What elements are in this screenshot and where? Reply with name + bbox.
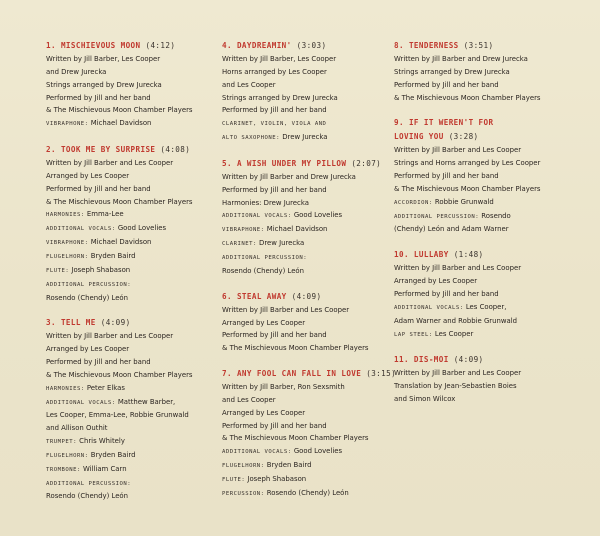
track-duration: (3:28) <box>448 132 479 142</box>
credit-line: Performed by Jill and her band <box>222 185 327 194</box>
credit-line: & The Mischievous Moon Chamber Players <box>46 106 193 115</box>
credit-line: Arranged by Les Cooper <box>222 408 306 417</box>
musician-credit <box>46 396 214 410</box>
credit-line: Horns arranged by Les Cooper <box>222 67 327 76</box>
credit-name: Peter Elkas <box>86 383 125 392</box>
credit-role: TROMBONE: <box>46 466 81 473</box>
track-5 <box>222 157 390 278</box>
credit-role: ADDITIONAL PERCUSSION: <box>222 254 308 261</box>
track-duration: (3:51) <box>463 41 494 50</box>
credit-role: FLUGELHORN: <box>46 452 89 459</box>
track-title: A WISH UNDER MY PILLOW <box>236 158 347 168</box>
track-number: 8. <box>394 41 404 50</box>
credit-role: ADDITIONAL PERCUSSION: <box>46 281 132 288</box>
credit-name: Les Cooper, <box>465 302 507 311</box>
credit-line: Written by Jill Barber and Drew Jurecka <box>394 55 528 63</box>
musician-credit <box>222 251 390 265</box>
credit-name: Rosendo <box>481 211 511 220</box>
credit-line: Translation by Jean-Sebastien Boies <box>394 382 517 391</box>
credit-role: ADDITIONAL VOCALS: <box>46 226 116 233</box>
musician-credit <box>222 459 390 473</box>
track-number: 11. <box>394 355 409 365</box>
credit-name: Robbie Grunwald <box>434 197 494 206</box>
credit-line: Strings and Horns arranged by Les Cooper <box>394 159 541 168</box>
track-title-line <box>394 116 594 129</box>
track-6 <box>222 290 390 355</box>
track-title: DAYDREAMIN' <box>236 41 292 50</box>
credit-role: FLUGELHORN: <box>222 463 265 470</box>
credit-name: Chris Whitely <box>79 437 125 446</box>
musician-credit <box>46 250 214 264</box>
credit-line: Performed by Jill and her band <box>46 358 151 367</box>
track-duration: (4:08) <box>160 145 191 155</box>
track-title: MISCHIEVOUS MOON <box>60 41 141 50</box>
credit-name: Joseph Shabason <box>71 265 131 274</box>
track-number: 3. <box>46 318 56 328</box>
credit-role: FLUTE: <box>222 476 246 483</box>
credit-name: Bryden Baird <box>266 461 312 470</box>
credit-line: Arranged by Les Cooper <box>46 345 130 354</box>
credit-line: & The Mischievous Moon Chamber Players <box>46 370 193 379</box>
credit-name: Michael Davidson <box>90 238 152 247</box>
credit-name: Good Lovelies <box>293 447 343 456</box>
track-number: 6. <box>222 291 232 301</box>
track-number: 2. <box>46 145 56 155</box>
track-duration: (2:07) <box>351 158 382 168</box>
track-duration: (3:15) <box>366 369 397 379</box>
track-title: IF IT WEREN'T FOR <box>408 118 494 128</box>
track-number: 10. <box>394 250 409 260</box>
track-title: LULLABY <box>413 250 449 260</box>
credit-line: Written by Jill Barber and Les Cooper <box>394 146 522 155</box>
column-1 <box>46 39 214 515</box>
track-4 <box>222 39 390 145</box>
track-number: 7. <box>222 369 232 379</box>
credit-name: Les Cooper <box>434 329 474 338</box>
musician-credit <box>46 222 214 236</box>
musician-credit <box>394 210 594 224</box>
credit-name: Bryden Baird <box>90 450 136 459</box>
credit-role: ALTO SAXOPHONE: <box>222 135 281 142</box>
credit-line: Performed by Jill and her band <box>222 421 327 430</box>
credit-line: Written by Jill Barber and Drew Jurecka <box>222 172 356 181</box>
musician-credit <box>46 264 214 278</box>
credit-role: HARMONIES: <box>46 212 85 219</box>
track-1 <box>46 39 214 131</box>
credit-line: & The Mischievous Moon Chamber Players <box>222 434 369 443</box>
musician-credit <box>46 382 214 396</box>
credit-line: Rosendo (Chendy) León <box>46 492 129 501</box>
track-10 <box>394 248 594 341</box>
credit-name: William Carn <box>83 464 127 473</box>
musician-credit <box>222 131 390 145</box>
track-title: TOOK ME BY SURPRISE <box>60 145 156 155</box>
track-number: 9. <box>394 118 404 128</box>
credit-line: & The Mischievous Moon Chamber Players <box>222 344 369 353</box>
track-title: ANY FOOL CAN FALL IN LOVE <box>236 369 362 379</box>
credit-line: Written by Jill Barber and Les Cooper <box>46 159 174 168</box>
track-title-line <box>394 130 594 143</box>
credit-role: ADDITIONAL VOCALS: <box>222 213 292 220</box>
track-8 <box>394 39 594 104</box>
credit-line: Performed by Jill and her band <box>394 172 499 181</box>
track-duration: (3:03) <box>296 41 327 50</box>
credit-role: TRUMPET: <box>46 439 77 446</box>
track-2 <box>46 143 214 304</box>
track-11 <box>394 353 594 406</box>
credit-name: Emma-Lee <box>86 210 124 219</box>
track-title: DIS-MOI <box>413 355 449 365</box>
musician-credit <box>394 196 594 210</box>
musician-credit <box>46 236 214 250</box>
track-title: TELL ME <box>60 318 96 328</box>
credit-name: Drew Jurecka <box>282 133 328 142</box>
credit-line: Strings arranged by Drew Jurecka <box>394 67 510 76</box>
credit-role: CLARINET: <box>222 241 257 248</box>
credit-line: and Les Cooper <box>222 80 276 89</box>
credit-role: FLUGELHORN: <box>46 253 89 260</box>
track-title: STEAL AWAY <box>236 291 287 301</box>
track-number: 5. <box>222 158 232 168</box>
credit-line: Rosendo (Chendy) León <box>46 293 129 302</box>
musician-credit <box>222 117 390 131</box>
credit-line: Written by Jill Barber, Ron Sexsmith <box>222 383 345 392</box>
credit-line: Adam Warner and Robbie Grunwald <box>394 316 518 325</box>
track-title-line <box>222 157 390 170</box>
credit-role: ADDITIONAL VOCALS: <box>394 304 464 311</box>
credit-role: ADDITIONAL PERCUSSION: <box>46 480 132 487</box>
credit-role: ADDITIONAL VOCALS: <box>46 399 116 406</box>
credit-line: Written by Jill Barber and Les Cooper <box>394 369 522 378</box>
credit-line: Written by Jill Barber and Les Cooper <box>222 305 350 314</box>
credit-name: Rosendo (Chendy) León <box>266 488 349 497</box>
credit-line: & The Mischievous Moon Chamber Players <box>394 93 541 102</box>
musician-credit <box>222 223 390 237</box>
credit-role: CLARINET, VIOLIN, VIOLA AND <box>222 121 327 128</box>
credit-line: and Simon Wilcox <box>394 395 456 404</box>
credit-role: LAP STEEL: <box>394 331 433 338</box>
credit-line: (Chendy) León and Adam Warner <box>394 225 509 234</box>
column-3 <box>394 39 594 418</box>
track-title-line <box>46 316 214 329</box>
musician-credit <box>46 435 214 449</box>
credit-line: Performed by Jill and her band <box>394 80 499 89</box>
credit-line: Arranged by Les Cooper <box>46 171 130 180</box>
credit-line: Rosendo (Chendy) León <box>222 266 305 275</box>
credit-role: VIBRAPHONE: <box>46 240 89 247</box>
musician-credit <box>46 208 214 222</box>
musician-credit <box>222 209 390 223</box>
credit-name: Bryden Baird <box>90 251 136 260</box>
credit-name: Good Lovelies <box>117 224 167 233</box>
credit-line: and Drew Jurecka <box>46 67 107 76</box>
credit-line: Written by Jill Barber, Les Cooper <box>222 55 337 63</box>
musician-credit <box>46 449 214 463</box>
track-duration: (4:09) <box>453 355 484 365</box>
credit-line: Arranged by Les Cooper <box>394 277 478 286</box>
credit-role: ADDITIONAL PERCUSSION: <box>394 213 480 220</box>
credit-role: HARMONIES: <box>46 385 85 392</box>
track-number: 4. <box>222 41 232 50</box>
credit-line: Performed by Jill and her band <box>46 184 151 193</box>
track-title-line <box>222 290 390 303</box>
credit-line: Performed by Jill and her band <box>394 289 499 298</box>
musician-credit <box>46 278 214 292</box>
credit-line: Harmonies: Drew Jurecka <box>222 198 309 207</box>
musician-credit <box>394 301 594 315</box>
credit-name: Joseph Shabason <box>247 474 307 483</box>
track-title: LOVING YOU <box>394 132 444 142</box>
credit-role: FLUTE: <box>46 267 70 274</box>
credit-line: & The Mischievous Moon Chamber Players <box>46 197 193 206</box>
credit-role: VIBRAPHONE: <box>46 121 89 128</box>
musician-credit <box>394 328 594 342</box>
track-3 <box>46 316 214 503</box>
track-title: TENDERNESS <box>408 41 459 50</box>
credit-line: Written by Jill Barber and Les Cooper <box>394 264 522 273</box>
track-title-line <box>394 39 594 52</box>
track-number: 1. <box>46 41 56 50</box>
credit-name: Michael Davidson <box>266 225 328 234</box>
credit-line: Performed by Jill and her band <box>222 106 327 115</box>
track-title-line <box>394 353 594 366</box>
track-9 <box>394 116 594 236</box>
credit-line: Strings arranged by Drew Jurecka <box>222 93 338 102</box>
credit-line: & The Mischievous Moon Chamber Players <box>394 184 541 193</box>
musician-credit <box>46 117 214 131</box>
musician-credit <box>222 237 390 251</box>
credit-role: PERCUSSION: <box>222 490 265 497</box>
musician-credit <box>222 487 390 501</box>
musician-credit <box>222 473 390 487</box>
credit-role: ADDITIONAL VOCALS: <box>222 449 292 456</box>
track-title-line <box>222 367 397 380</box>
track-7 <box>222 367 397 501</box>
credit-role: VIBRAPHONE: <box>222 227 265 234</box>
credit-line: Arranged by Les Cooper <box>222 318 306 327</box>
track-title-line <box>394 248 594 261</box>
track-duration: (1:48) <box>453 250 484 260</box>
credit-line: Les Cooper, Emma-Lee, Robbie Grunwald <box>46 411 189 420</box>
track-duration: (4:09) <box>100 318 131 328</box>
credit-name: Michael Davidson <box>90 119 152 128</box>
credit-line: and Les Cooper <box>222 395 276 404</box>
credit-line: Written by Jill Barber and Les Cooper <box>46 332 174 341</box>
credit-line: Written by Jill Barber, Les Cooper <box>46 55 161 63</box>
credit-line: and Allison Outhit <box>46 424 108 433</box>
credit-line: Performed by Jill and her band <box>222 331 327 340</box>
credit-line: Performed by Jill and her band <box>46 93 151 102</box>
credit-line: Strings arranged by Drew Jurecka <box>46 80 162 89</box>
track-duration: (4:12) <box>145 41 176 50</box>
musician-credit <box>46 463 214 477</box>
track-title-line <box>46 39 214 52</box>
column-2 <box>222 39 397 513</box>
musician-credit <box>222 445 390 459</box>
credit-name: Matthew Barber, <box>117 397 176 406</box>
track-duration: (4:09) <box>291 291 322 301</box>
track-title-line <box>222 39 390 52</box>
credit-role: ACCORDION: <box>394 199 433 206</box>
musician-credit <box>46 477 214 491</box>
track-title-line <box>46 143 214 156</box>
credit-name: Drew Jurecka <box>259 239 305 248</box>
credit-name: Good Lovelies <box>293 211 343 220</box>
